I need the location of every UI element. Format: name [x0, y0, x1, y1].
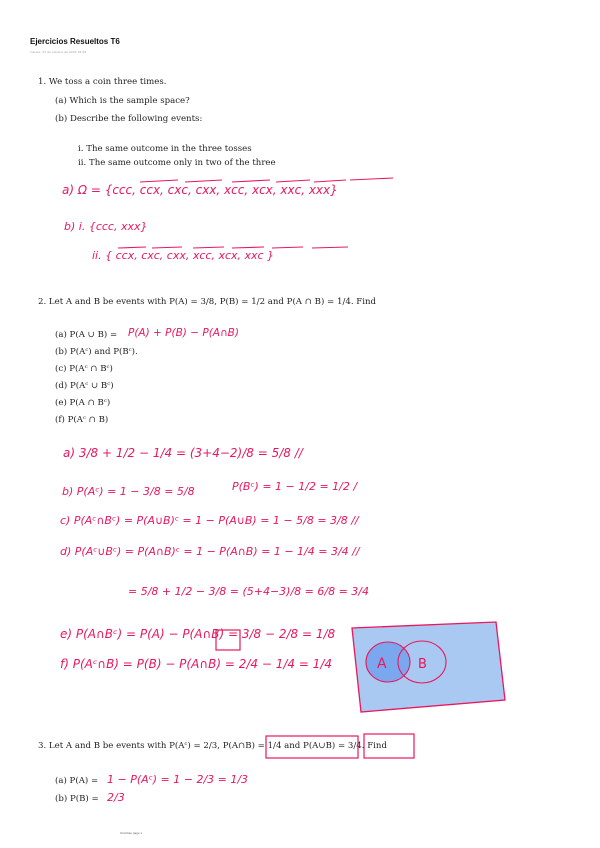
page-date: martes, 31 de octubre de 2023 16:29	[30, 50, 87, 54]
problem3-part-a: (a) P(A) =	[55, 776, 99, 786]
hw-overbars	[118, 178, 393, 248]
problem1-part-i: i. The same outcome in the three tosses	[78, 144, 252, 154]
problem1-part-ii: ii. The same outcome only in two of the three	[78, 158, 276, 168]
hw-sample-space: a) Ω = {ccc, ccx, cxc, cxx, xcc, xcx, xxc, xxx}	[62, 183, 338, 197]
hw-solution-f: f) P(Aᶜ∩B) = P(B) − P(A∩B) = 2/4 − 1/4 = 1/4	[60, 657, 332, 671]
hw-solution-b2: P(Bᶜ) = 1 − 1/2 = 1/2 /	[232, 480, 358, 493]
problem2-part-d: (d) P(Aᶜ ∪ Bᶜ)	[55, 381, 114, 391]
hw-event-i: b) i. {ccc, xxx}	[64, 220, 148, 233]
problem2-part-f: (f) P(Aᶜ ∩ B)	[55, 415, 109, 425]
venn-diagram	[352, 622, 505, 712]
problem2-stem: 2. Let A and B be events with P(A) = 3/8, P(B) = 1/2 and P(A ∩ B) = 1/4. Find	[38, 297, 377, 307]
hw-p3-a: 1 − P(Aᶜ) = 1 − 2/3 = 1/3	[107, 773, 249, 786]
page-footer: OneNote page 1	[120, 831, 143, 835]
page-title: Ejercicios Resueltos T6	[30, 37, 120, 46]
problem3-stem: 3. Let A and B be events with P(Aᶜ) = 2/3, P(A∩B) = 1/4 and P(A∪B) = 3/4. Find	[38, 741, 387, 751]
venn-label-a: A	[377, 656, 387, 672]
problem1-part-b: (b) Describe the following events:	[55, 114, 203, 124]
problem1-part-a: (a) Which is the sample space?	[55, 96, 190, 106]
problem2-part-b: (b) P(Aᶜ) and P(Bᶜ).	[55, 347, 138, 357]
hw-solution-b1: b) P(Aᶜ) = 1 − 3/8 = 5/8	[62, 485, 195, 498]
hw-solution-d2: = 5/8 + 1/2 − 3/8 = (5+4−3)/8 = 6/8 = 3/4	[128, 585, 369, 598]
hw-solution-c: c) P(Aᶜ∩Bᶜ) = P(A∪B)ᶜ = 1 − P(A∪B) = 1 − 5/8 = 3/8 //	[60, 514, 359, 527]
venn-label-b: B	[418, 657, 427, 672]
problem2-part-e: (e) P(A ∩ Bᶜ)	[55, 398, 111, 408]
problem3-part-b: (b) P(B) =	[55, 794, 99, 804]
problem2-part-a: (a) P(A ∪ B) =	[55, 330, 118, 340]
problem1-stem: 1. We toss a coin three times.	[38, 77, 167, 87]
hw-event-ii: ii. { ccx, cxc, cxx, xcc, xcx, xxc }	[92, 249, 275, 262]
hw-union-formula: P(A) + P(B) − P(A∩B)	[128, 327, 239, 339]
hw-p3-b: 2/3	[107, 791, 125, 804]
hw-solution-a: a) 3/8 + 1/2 − 1/4 = (3+4−2)/8 = 5/8 //	[63, 446, 303, 460]
hw-solution-d1: d) P(Aᶜ∪Bᶜ) = P(A∩B)ᶜ = 1 − P(A∩B) = 1 − 1/4 = 3/4 //	[60, 545, 360, 558]
problem2-part-c: (c) P(Aᶜ ∩ Bᶜ)	[55, 364, 113, 374]
hw-solution-e: e) P(A∩Bᶜ) = P(A) − P(A∩B) = 3/8 − 2/8 = 1/8	[60, 627, 336, 641]
